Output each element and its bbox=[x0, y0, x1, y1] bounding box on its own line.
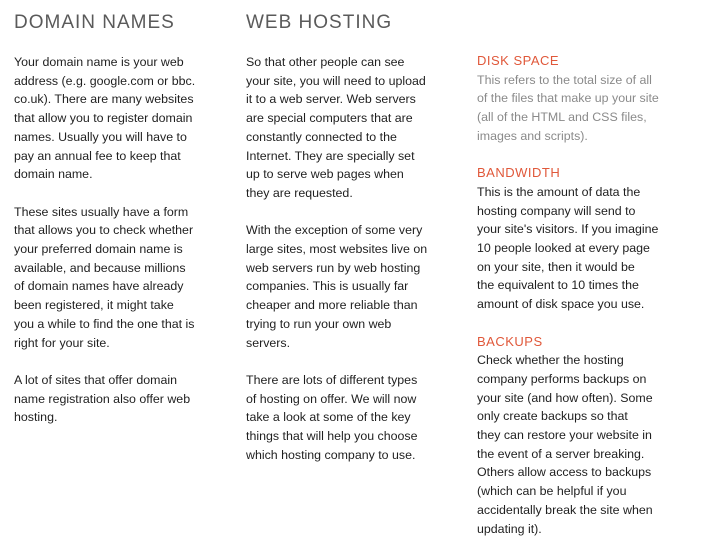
web-hosting-heading: WEB HOSTING bbox=[246, 12, 393, 33]
web-hosting-body bbox=[246, 53, 427, 464]
bandwidth-section bbox=[477, 164, 659, 314]
disk-space-title: DISK SPACE bbox=[477, 53, 560, 68]
web-hosting-paragraph-3: There are lots of different types of hosting on offer. We will now take a look at some of the key things that will help you choose which hosting company to use. bbox=[246, 372, 418, 462]
backups-title: BACKUPS bbox=[477, 333, 543, 349]
disk-space-text: This refers to the total size of all of the files that make up your site (all of the HTML and CSS files, images and scripts). bbox=[477, 72, 659, 143]
bandwidth-text: This is the amount of data the hosting company will send to your site's visitors. If you imagine 10 people looked at every page on your site, then it would be the equivalent to 10 times the amount of disk space you use. bbox=[477, 184, 659, 312]
bandwidth-title: BANDWIDTH bbox=[477, 165, 561, 181]
domain-names-paragraph-2: These sites usually have a form that allows you to check whether your preferred domain name is available, and because millions of domain names have already been registered, it might take you a while to find the one that is right for your site. bbox=[14, 204, 195, 350]
backups-text: Check whether the hosting company performs backups on your site (and how often). Some only create backups so that they can restore your website in the event of a server breaking. Others allow access to backups (which can be helpful if you accidentally break the site when updating it). bbox=[477, 353, 653, 536]
web-hosting-paragraph-1: So that other people can see your site, you will need to upload it to a web server. Web servers are special computers that are constantly connected to the Internet. They are specially set up to serve web pages when they are requested. bbox=[246, 55, 426, 200]
domain-names-paragraph-3: A lot of sites that offer domain name registration also offer web hosting. bbox=[14, 372, 191, 425]
domain-names-paragraph-1: Your domain name is your web address (e.g. google.com or bbc. co.uk). There are many websites that allow you to register domain names. Usually you will have to pay an annual fee to keep that domain name. bbox=[14, 55, 196, 182]
web-hosting-paragraph-2: With the exception of some very large sites, most websites live on web servers run by web hosting companies. This is usually far cheaper and more reliable than trying to run your own web servers. bbox=[246, 223, 428, 350]
backups-section bbox=[477, 333, 659, 539]
disk-space-section bbox=[477, 52, 659, 146]
domain-names-heading: DOMAIN NAMES bbox=[14, 12, 175, 33]
domain-names-body bbox=[14, 53, 195, 427]
sidebar-sections bbox=[477, 52, 659, 538]
